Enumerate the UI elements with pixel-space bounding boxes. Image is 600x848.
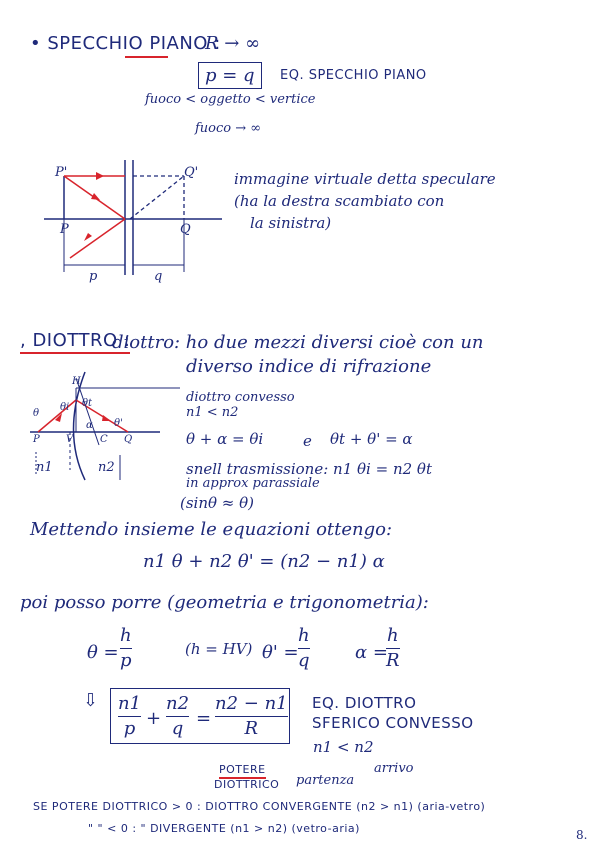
paraxial-approx: in approx parassiale — [186, 476, 320, 491]
convex-condition: n1 < n2 — [186, 405, 239, 420]
final-n2-over-q: n2 q — [166, 693, 190, 739]
rule-divergent: " " < 0 : " DIVERGENTE (n1 > n2) (vetro-aria) — [88, 822, 360, 835]
diagram-label-p-prime: P' — [55, 165, 68, 180]
theta-prime-def-lhs: θ' = — [262, 642, 299, 663]
angle-equation-2: θt + θ' = α — [330, 430, 413, 448]
partenza-label: partenza — [296, 773, 355, 788]
rule-convergent: SE POTERE DIOTTRICO > 0 : DIOTTRO CONVERGENTE (n2 > n1) (aria-vetro) — [33, 800, 486, 813]
diopter-label-n2: n2 — [98, 460, 115, 475]
diagram-label-q-prime: Q' — [184, 165, 199, 180]
theta-prime-def-fraction: h q — [298, 625, 310, 671]
snell-law: snell trasmissione: n1 θi = n2 θt — [186, 460, 432, 478]
small-angle-note: (sinθ ≈ θ) — [180, 494, 255, 512]
diopter-label-alpha: α — [86, 420, 93, 431]
diopter-label-theta-i: θi — [60, 402, 70, 413]
final-eq-condition: n1 < n2 — [313, 738, 374, 756]
final-rhs-fraction: n2 − n1 R — [215, 693, 288, 739]
fuoco-relation: fuoco < oggetto < vertice — [145, 92, 316, 107]
diopter-label-c: C — [100, 434, 108, 445]
theta-def-lhs: θ = — [87, 642, 119, 663]
arrivo-label: arrivo — [374, 761, 414, 776]
diopter-label-theta-prime: θ' — [114, 418, 123, 429]
diopter-label-theta: θ — [33, 408, 40, 419]
diagram-label-q: Q — [180, 222, 191, 237]
diopter-label-theta-t: θt — [82, 398, 93, 409]
diottro-intro-1: diottro: ho due mezzi diversi cioè con un — [112, 332, 484, 353]
diagram-distance-p: p — [89, 269, 98, 284]
plane-mirror-equation: p = q — [198, 62, 262, 89]
convex-label: diottro convesso — [186, 390, 295, 405]
implies-arrow: ⇩ — [83, 690, 99, 711]
angle-equation-and: e — [303, 432, 312, 450]
diopter-label-h: H — [72, 376, 81, 387]
alpha-def-fraction: h R — [386, 625, 400, 671]
virtual-image-note-3: la sinistra) — [250, 214, 332, 232]
final-eq-label-2: SFERICO CONVESSO — [312, 714, 474, 732]
potere-label-1: POTERE — [219, 763, 266, 776]
diagram-label-p: P — [60, 222, 69, 237]
radius-condition: R → ∞ — [205, 33, 261, 54]
diopter-label-p: P — [33, 434, 40, 445]
virtual-image-note-2: (ha la destra scambiato con — [234, 192, 445, 210]
final-eq-label-1: EQ. DIOTTRO — [312, 694, 417, 712]
diagram-distance-q: q — [154, 269, 163, 284]
combined-equation: n1 θ + n2 θ' = (n2 − n1) α — [143, 551, 385, 572]
fuoco-infinity: fuoco → ∞ — [195, 121, 262, 136]
h-definition: (h = HV) — [185, 640, 253, 658]
virtual-image-note-1: immagine virtuale detta speculare — [234, 170, 496, 188]
section-title-specchio: • SPECCHIO PIANO : — [30, 33, 221, 54]
page-number: 8. — [576, 828, 588, 842]
section-title-diottro: , DIOTTRO : — [20, 330, 130, 351]
alpha-def-lhs: α = — [355, 642, 388, 663]
final-equals: = — [196, 708, 212, 729]
diopter-label-v: V — [66, 434, 74, 445]
combine-text: Mettendo insieme le equazioni ottengo: — [30, 519, 393, 540]
theta-def-fraction: h p — [120, 625, 132, 671]
diopter-label-q: Q — [124, 434, 133, 445]
geometry-text: poi posso porre (geometria e trigonometria): — [20, 592, 429, 613]
potere-label-2: DIOTTRICO — [214, 778, 280, 791]
plane-mirror-eq-label: EQ. SPECCHIO PIANO — [280, 68, 427, 83]
diopter-label-n1: n1 — [36, 460, 53, 475]
diottro-intro-2: diverso indice di rifrazione — [186, 356, 432, 377]
final-n1-over-p: n1 p — [118, 693, 142, 739]
final-plus: + — [146, 708, 162, 729]
angle-equation-1: θ + α = θi — [186, 430, 264, 448]
